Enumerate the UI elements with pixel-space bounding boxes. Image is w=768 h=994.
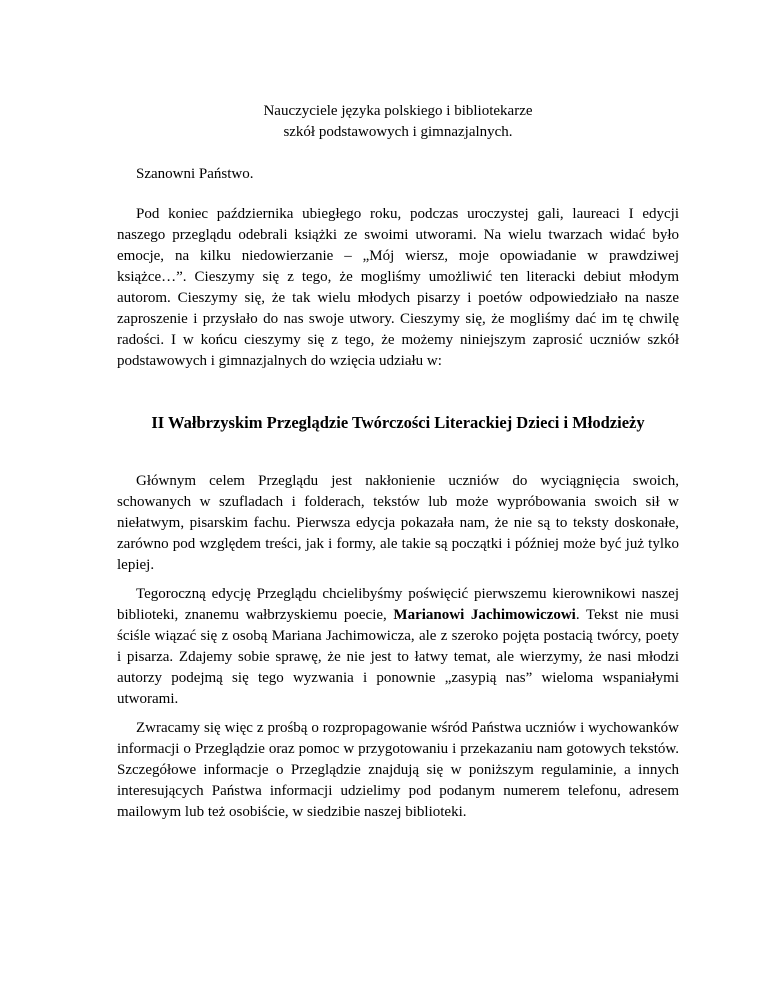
dedication-text-start: Tegoroczną edycję Przeglądu chcielibyśmy poświęcić pierwszemu kierownikowi naszej biblioteki, znanemu wałbrzyskiemu poecie,	[117, 586, 679, 623]
recipient-block	[117, 101, 679, 143]
request-paragraph: Zwracamy się więc z prośbą o rozpropagowanie wśród Państwa uczniów i wychowanków informacji o Przeglądzie oraz pomoc w przygotowaniu i przekazaniu nam gotowych tekstów. Szczegółowe informacje o Przeglądzie znajdują się w poniższym regulaminie, a innych interesujących Państwa informacji udzielimy pod podanym numerem telefonu, adresem mailowym lub też osobiście, w siedzibie naszej biblioteki.	[117, 720, 679, 820]
letter-body	[117, 101, 679, 823]
dedication-name: Marianowi Jachimowiczowi	[393, 607, 576, 623]
recipient-line-1: Nauczyciele języka polskiego i bibliotekarze	[263, 103, 533, 119]
dedication-paragraph	[117, 584, 679, 710]
recipient-line-2: szkół podstawowych i gimnazjalnych.	[283, 124, 513, 140]
event-title: II Wałbrzyskim Przeglądzie Twórczości Literackiej Dzieci i Młodzieży	[151, 413, 645, 432]
goal-paragraph: Głównym celem Przeglądu jest nakłonienie uczniów do wyciągnięcia swoich, schowanych w szufladach i folderach, tekstów lub może wypróbowania swoich sił w niełatwym, pisarskim fachu. Pierwsza edycja pokazała nam, że nie są to teksty doskonałe, zarówno pod względem treści, jak i formy, ale takie są początki i później może być już tylko lepiej.	[117, 473, 679, 573]
salutation: Szanowni Państwo.	[136, 166, 254, 182]
dedication-text-end: . Tekst nie musi ściśle wiązać się z osobą Mariana Jachimowicza, ale z szeroko pojęta postacią twórcy, poety i pisarza. Zdajemy sobie sprawę, że nie jest to łatwy temat, ale wierzymy, że nasi młodzi autorzy podejmą się tego wyzwania i ponownie „zasypią nas” wieloma wspaniałymi utworami.	[117, 607, 679, 707]
intro-paragraph: Pod koniec października ubiegłego roku, podczas uroczystej gali, laureaci I edycji naszego przeglądu odebrali książki ze swoimi utworami. Na wielu twarzach widać było emocje, na kilku niedowierzanie – „Mój wiersz, moje opowiadanie w prawdziwej książce…”. Cieszymy się z tego, że mogliśmy umożliwić ten literacki debiut młodym autorom. Cieszymy się, że tak wielu młodych pisarzy i poetów odpowiedziało na nasze zaproszenie i przysłało do nas swoje utwory. Cieszymy się, że mogliśmy dać im tę chwilę radości. I w końcu cieszymy się z tego, że możemy niniejszym zaprosić uczniów szkół podstawowych i gimnazjalnych do wzięcia udziału w:	[117, 206, 679, 369]
